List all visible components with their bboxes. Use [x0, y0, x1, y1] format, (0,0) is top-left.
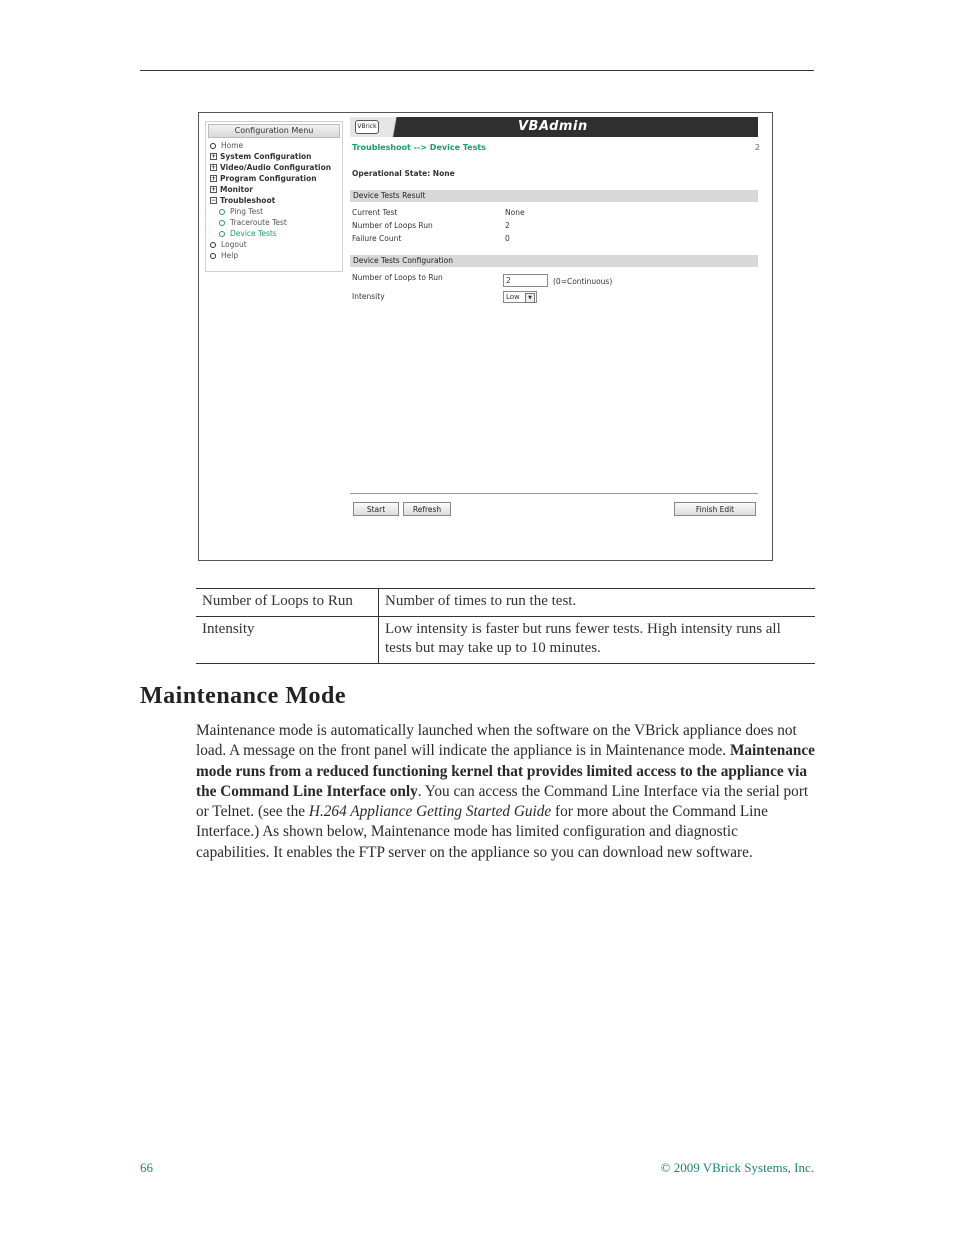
expand-icon: +	[211, 175, 217, 182]
header-rule	[140, 70, 814, 71]
button-bar-rule	[350, 493, 758, 494]
menu-item-label: Traceroute Test	[230, 218, 287, 227]
table-term: Intensity	[196, 617, 379, 664]
menu-item-label: Logout	[221, 240, 247, 249]
loops-to-run-label: Number of Loops to Run	[352, 273, 443, 282]
menu-item-monitor[interactable]	[206, 184, 342, 195]
menu-item-label: Device Tests	[230, 229, 277, 238]
start-button[interactable]: Start	[353, 502, 399, 516]
menu-item-logout[interactable]	[206, 239, 342, 250]
finish-edit-button[interactable]: Finish Edit	[674, 502, 756, 516]
intensity-selected-value: Low	[506, 293, 520, 301]
panel-page-number: 2	[754, 143, 760, 152]
failure-count-label: Failure Count	[352, 234, 402, 243]
paragraph-text: . You can access the Command Line Interface via the serial port or Telnet. (see the	[196, 782, 809, 821]
bullet-icon	[219, 220, 225, 226]
menu-item-ping-test[interactable]	[206, 206, 342, 217]
expand-icon: +	[211, 153, 217, 160]
bullet-icon	[210, 242, 216, 248]
loops-to-run-input[interactable]: 2	[503, 274, 548, 287]
menu-item-device-tests[interactable]	[206, 228, 342, 239]
section-heading: Maintenance Mode	[140, 683, 346, 709]
expand-icon: +	[211, 186, 217, 193]
copyright: © 2009 VBrick Systems, Inc.	[660, 1160, 814, 1175]
bullet-icon	[219, 209, 225, 215]
paragraph-text: Maintenance mode is automatically launched when the software on the VBrick appliance does not load. A message on the front panel will indicate the appliance is in Maintenance mode.	[196, 722, 797, 760]
menu-item-label: System Configuration	[220, 152, 312, 161]
menu-item-video-audio-configuration[interactable]	[206, 162, 342, 173]
paragraph-bold-text: Maintenance mode runs from a reduced functioning kernel that provides limited access to the appliance via the Command Line Interface only	[196, 742, 815, 800]
table-row	[196, 617, 815, 664]
menu-item-label: Home	[221, 141, 244, 150]
menu-item-label: Help	[221, 251, 239, 260]
current-test-label: Current Test	[352, 208, 398, 217]
results-section-header: Device Tests Result	[350, 190, 758, 202]
menu-item-label: Ping Test	[230, 207, 264, 216]
failure-count-value: 0	[505, 234, 510, 243]
table-description: Number of times to run the test.	[379, 589, 816, 617]
chevron-down-icon: ▼	[525, 293, 535, 303]
loops-hint: (0=Continuous)	[553, 277, 613, 286]
operational-state: Operational State: None	[352, 169, 455, 178]
refresh-button[interactable]: Refresh	[403, 502, 451, 516]
collapse-icon: −	[211, 197, 217, 204]
menu-item-help[interactable]	[206, 250, 342, 261]
menu-item-home[interactable]	[206, 140, 342, 151]
configuration-menu	[205, 121, 343, 272]
menu-item-label: Monitor	[220, 185, 253, 194]
intensity-select[interactable]	[503, 291, 537, 303]
vbadmin-banner	[350, 117, 758, 137]
vbadmin-screenshot	[198, 112, 773, 561]
table-term: Number of Loops to Run	[196, 589, 379, 617]
device-tests-panel	[350, 117, 760, 557]
table-description: Low intensity is faster but runs fewer tests. High intensity runs all tests but may take up to 10 minutes.	[379, 617, 816, 664]
vbrick-logo	[350, 117, 412, 137]
vbrick-logo-icon: VBrick	[355, 120, 379, 134]
menu-item-system-configuration[interactable]	[206, 151, 342, 162]
menu-item-troubleshoot[interactable]	[206, 195, 342, 206]
page-number: 66	[140, 1160, 153, 1175]
menu-item-label: Program Configuration	[220, 174, 317, 183]
loops-run-label: Number of Loops Run	[352, 221, 433, 230]
breadcrumb: Troubleshoot --> Device Tests	[352, 143, 486, 152]
parameter-table	[196, 588, 815, 664]
config-section-header: Device Tests Configuration	[350, 255, 758, 267]
banner-title: VBAdmin	[518, 119, 588, 134]
intensity-label: Intensity	[352, 292, 385, 301]
table-row	[196, 589, 815, 617]
loops-run-value: 2	[505, 221, 510, 230]
menu-item-traceroute-test[interactable]	[206, 217, 342, 228]
guide-title: H.264 Appliance Getting Started Guide	[308, 803, 552, 821]
bullet-icon	[219, 231, 225, 237]
menu-item-program-configuration[interactable]	[206, 173, 342, 184]
expand-icon: +	[211, 164, 217, 171]
menu-title: Configuration Menu	[208, 124, 340, 138]
menu-item-label: Video/Audio Configuration	[220, 163, 332, 172]
menu-list	[206, 140, 342, 261]
bullet-icon	[210, 253, 216, 259]
menu-item-label: Troubleshoot	[220, 196, 276, 205]
paragraph-text: for more about the Command Line Interface.) As shown below, Maintenance mode has limited configuration and diagnostic capabilities. It enables the FTP server on the appliance so you can download new software.	[196, 803, 768, 861]
bullet-icon	[210, 143, 216, 149]
body-paragraph	[196, 721, 815, 863]
current-test-value: None	[505, 208, 525, 217]
